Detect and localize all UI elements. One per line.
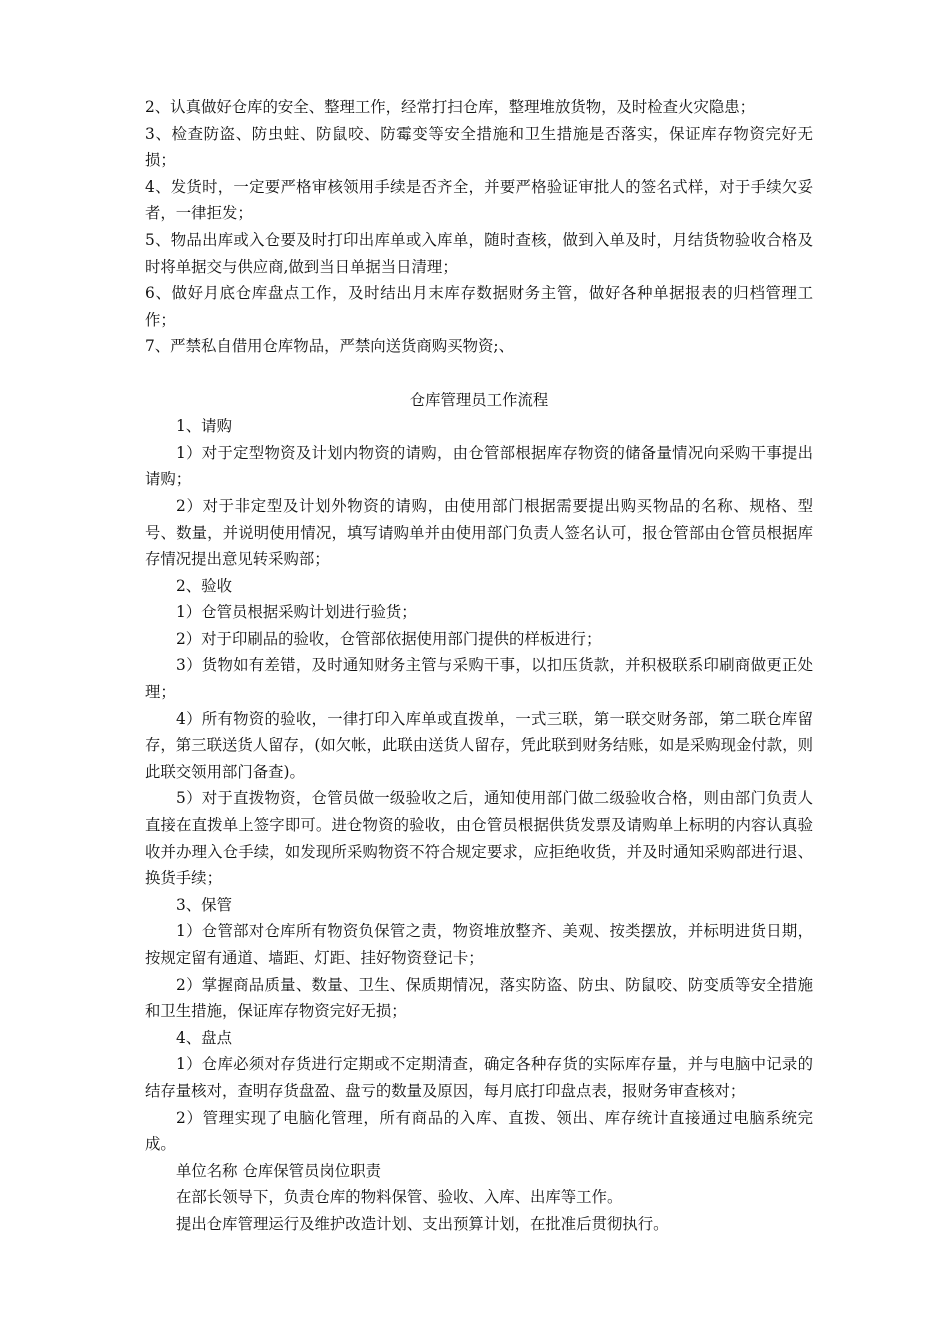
duty-item-5: 5、物品出库或入仓要及时打印出库单或入库单，随时查核，做到入单及时，月结货物验收合格及时将单据交与供应商,做到当日单据当日清理； [145,230,813,276]
section-spacer [145,360,813,387]
duty-item-7: 7、严禁私自借用仓库物品，严禁向送货商购买物资;、 [145,337,514,356]
flow-paragraph: 1）对于定型物资及计划内物资的请购，由仓管部根据库存物资的储备量情况向采购干事提出请购； [145,443,813,489]
flow-paragraph: 3）货物如有差错，及时通知财务主管与采购干事，以扣压货款，并积极联系印刷商做更正处理； [145,656,813,702]
duty-item-4: 4、发货时，一定要严格审核领用手续是否齐全，并要严格验证审批人的签名式样，对于手续欠妥者，一律拒发； [145,177,813,223]
unit-title-line: 单位名称 仓库保管员岗位职责 [176,1161,381,1180]
flow-paragraph: 提出仓库管理运行及维护改造计划、支出预算计划，在批准后贯彻执行。 [176,1214,669,1233]
duty-item-2: 2、认真做好仓库的安全、整理工作，经常打扫仓库，整理堆放货物，及时检查火灾隐患； [145,98,756,116]
document-page [145,94,813,1238]
flow-paragraph: 4）所有物资的验收，一律打印入库单或直拨单，一式三联，第一联交财务部，第二联仓库留存，第三联送货人留存，(如欠帐，此联由送货人留存，凭此联到财务结账，如是采购现金付款，则此联交领用部门备查)。 [145,709,813,781]
flow-paragraph: 2）管理实现了电脑化管理，所有商品的入库、直拨、领出、库存统计直接通过电脑系统完成。 [145,1108,813,1154]
flow-heading-inventory: 4、盘点 [176,1028,232,1047]
flow-paragraph: 2）掌握商品质量、数量、卫生、保质期情况，落实防盗、防虫、防鼠咬、防变质等安全措施和卫生措施，保证库存物资完好无损； [145,975,813,1021]
duty-item-6: 6、做好月底仓库盘点工作，及时结出月末库存数据财务主管，做好各种单据报表的归档管理工作； [145,284,813,329]
flow-paragraph: 2）对于非定型及计划外物资的请购，由使用部门根据需要提出购买物品的名称、规格、型号、数量，并说明使用情况，填写请购单并由使用部门负责人签名认可，报仓管部由仓管员根据库存情况提出意见转采购部； [145,496,813,569]
flow-paragraph: 2）对于印刷品的验收，仓管部依据使用部门提供的样板进行； [176,629,602,648]
flow-heading-acceptance: 2、验收 [176,576,232,595]
flow-paragraph: 在部长领导下，负责仓库的物料保管、验收、入库、出库等工作。 [176,1188,623,1207]
flow-paragraph: 5）对于直拨物资，仓管员做一级验收之后，通知使用部门做二级验收合格，则由部门负责人直接在直拨单上签字即可。进仓物资的验收，由仓管员根据供货发票及请购单上标明的内容认真验收并办理入仓手续，如发现所采购物资不符合规定要求，应拒绝收货，并及时通知采购部进行退、换货手续； [145,789,813,888]
flow-paragraph: 1）仓管员根据采购计划进行验货； [176,603,417,622]
flow-heading-storage: 3、保管 [176,895,232,914]
flow-heading-purchase: 1、请购 [176,417,232,436]
flow-paragraph: 1）仓管部对仓库所有物资负保管之责，物资堆放整齐、美观、按类摆放，并标明进货日期，按规定留有通道、墙距、灯距、挂好物资登记卡； [145,922,813,967]
flow-paragraph: 1）仓库必须对存货进行定期或不定期清查，确定各种存货的实际库存量，并与电脑中记录的结存量核对，查明存货盘盈、盘亏的数量及原因，每月底打印盘点表，报财务审查核对； [145,1055,813,1100]
duty-item-3: 3、检查防盗、防虫蛀、防鼠咬、防霉变等安全措施和卫生措施是否落实，保证库存物资完好无损； [145,124,813,170]
section-title: 仓库管理员工作流程 [409,390,549,409]
